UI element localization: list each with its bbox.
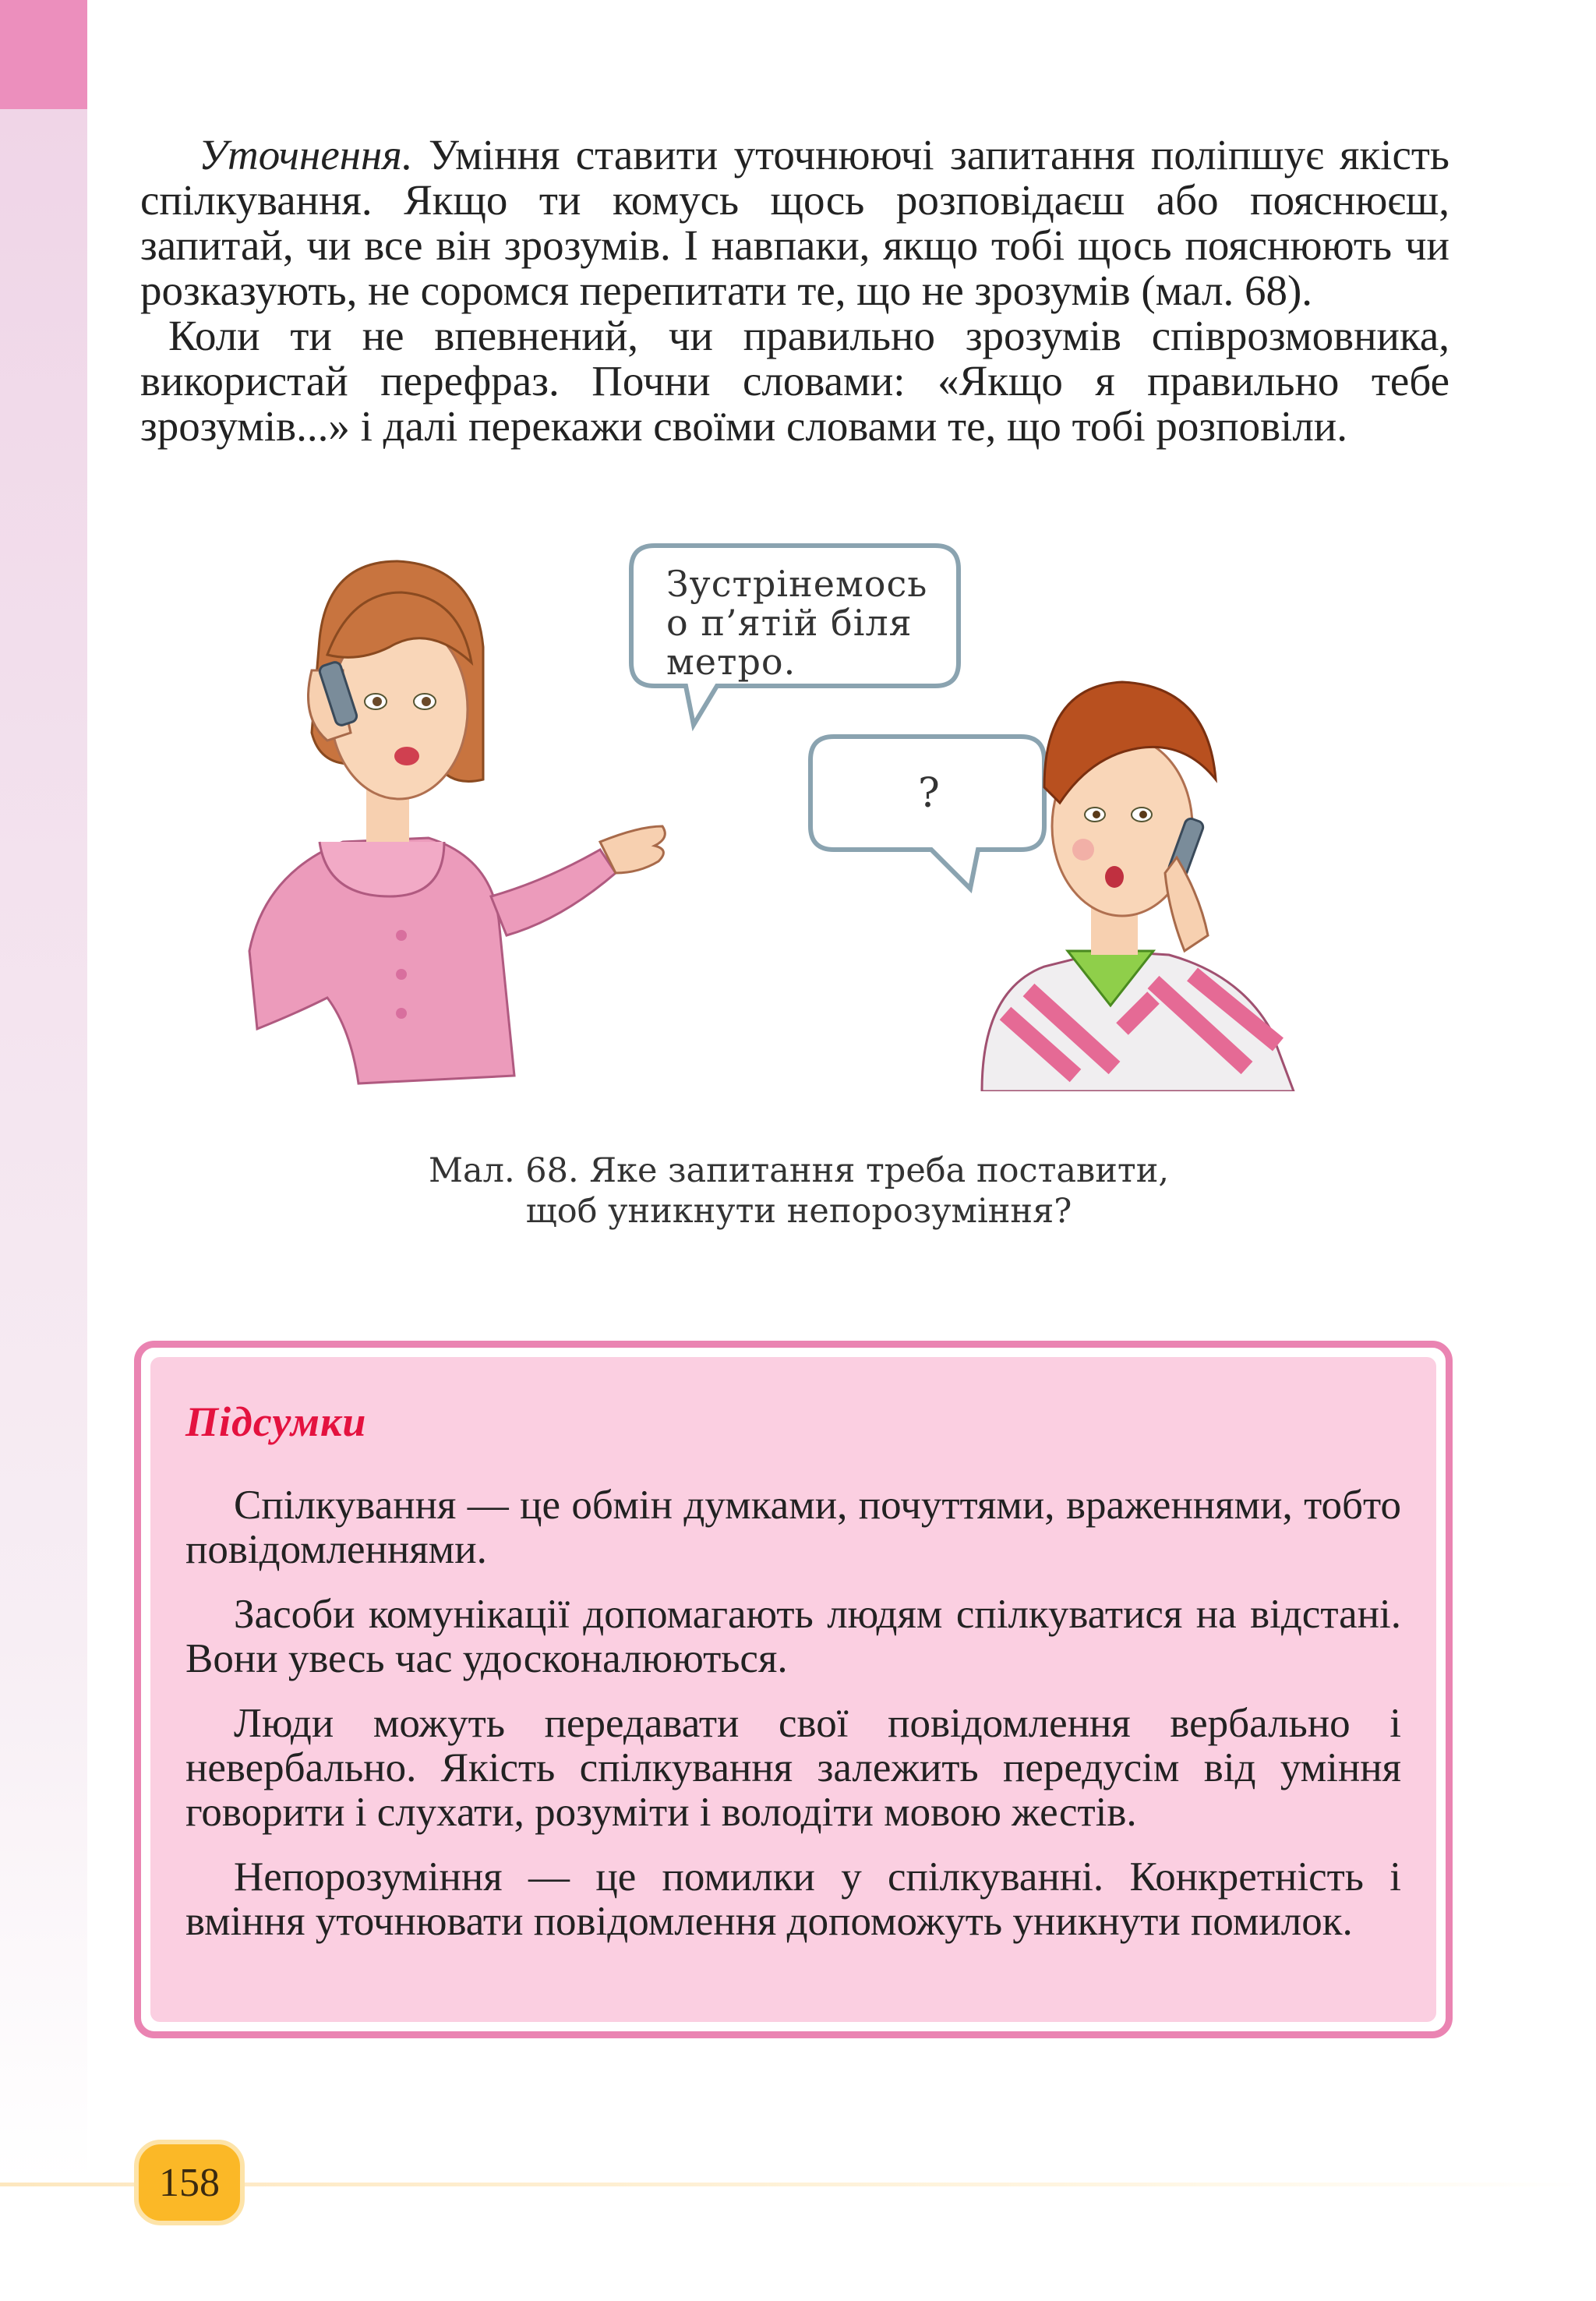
corner-tab — [0, 0, 87, 109]
page-number-badge — [134, 2140, 245, 2225]
figure-caption-line-2: щоб уникнути непорозуміння? — [525, 1192, 1072, 1231]
body-text-clip — [140, 133, 1449, 483]
girl-bubble-line-3: метро. — [666, 641, 796, 683]
page-number: 158 — [159, 2160, 220, 2205]
left-margin-strip — [0, 0, 87, 2183]
summary-paragraph: Засоби комунікації допомагають людям спілкуватися на відстані. Вони увесь час удосконалюються. — [185, 1592, 1401, 1681]
figure-caption-line-1: Мал. 68. Яке запитання треба поставити, — [428, 1151, 1170, 1190]
girl-figure — [249, 561, 665, 1083]
boy-bubble-question: ? — [918, 770, 940, 817]
figure-caption — [312, 1150, 1286, 1232]
paragraph-clarification-text: Уміння ставити уточнюючі запитання поліпшує якість спілкування. Якщо ти комусь щось розповідаєш або пояснюєш, запитай, чи все він зрозумів. І навпаки, якщо тобі щось пояснюють чи розказують, не соромся перепитати те, що не зрозумів (мал. 68). — [140, 133, 1449, 314]
illustration-phone-call — [234, 530, 1340, 1091]
summary-paragraph: Спілкування — це обмін думками, почуттями, враженнями, тобто повідомленнями. — [185, 1483, 1401, 1572]
term-clarification: Уточнення. — [199, 133, 413, 178]
summary-paragraph: Люди можуть передавати свої повідомлення вербально і невербально. Якість спілкування залежить передусім від уміння говорити і слухати, розуміти і володіти мовою жестів. — [185, 1701, 1401, 1835]
girl-bubble-line-1: Зустрінемось — [666, 563, 928, 605]
summary-body — [185, 1483, 1401, 1964]
body-text — [140, 133, 1449, 483]
paragraph-clarification — [140, 133, 1449, 313]
paragraph-paraphrase: Коли ти не впевнений, чи правильно зрозумів співрозмовника, використай перефраз. Почни словами: «Якщо я правильно тебе зрозумів...» і далі перекажи своїми словами те, що тобі розповіли. — [140, 312, 1449, 450]
summary-paragraph: Непорозуміння — це помилки у спілкуванні. Конкретність і вміння уточнювати повідомлення допоможуть уникнути помилок. — [185, 1854, 1401, 1944]
summary-title: Підсумки — [185, 1398, 367, 1445]
girl-bubble-line-2: о п’ятій біля — [666, 602, 913, 644]
